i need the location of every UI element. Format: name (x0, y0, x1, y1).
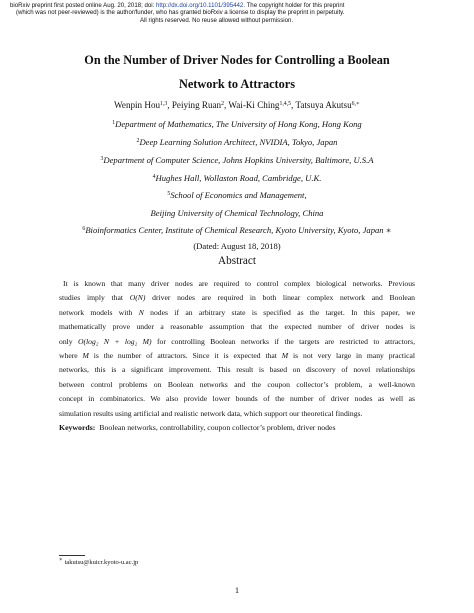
abstract-body (59, 277, 415, 421)
footnote-email-link[interactable]: takutsu@kuicr.kyoto-u.ac.jp (64, 559, 139, 566)
abstract-line: network models with N nodes if an arbitrary state is specified as the target. In this paper, we (59, 307, 415, 317)
affiliation: $^6$Bioinformatics Center, Institute of Chemical Research, Kyoto University, Kyoto, Japan ∗ (82, 225, 392, 235)
footnote-divider (59, 555, 85, 556)
affiliation: $^5$School of Economics and Management, (167, 190, 307, 200)
affiliation: $^3$Department of Computer Science, Johns Hopkins University, Baltimore, U.S.A (100, 155, 374, 165)
author-name: Peiying Ruan (171, 100, 222, 110)
abstract-line: simulation results using artificial and realistic network data, which support our theoretical findings. (59, 408, 363, 418)
preprint-notice-line-3: All rights reserved. No reuse allowed without permission. (140, 16, 294, 24)
author-list: Wenpin Hou$^{1,3}$, Peiying Ruan$^2$, Wai-Ki Ching$^{1,4,5}$, Tatsuya Akutsu$^{6,∗}$ (114, 100, 360, 110)
preprint-notice-line-2: (which was not peer-reviewed) is the author/funder, who has granted bioRxiv a license to display the preprint in perpetuity. (16, 9, 345, 17)
abstract-line: concept in combinatorics. We also provide lower bounds of the number of driver nodes as well as (59, 394, 415, 404)
doi-link[interactable]: http://dx.doi.org/10.1101/395442 (156, 2, 244, 9)
paper-title (40, 48, 434, 96)
abstract-line: between control problems on Boolean networks and the coupon collector’s problem, a well-known (59, 379, 415, 389)
keywords-line (59, 423, 336, 432)
author-name: Tatsuya Akutsu (295, 100, 352, 110)
affiliation-continued: Beijing University of Chemical Technology, China (150, 208, 324, 218)
footnote (59, 559, 138, 566)
preprint-notice (10, 2, 470, 24)
abstract-line: studies imply that O(N) driver nodes are required in both linear complex network and Boolean (59, 293, 416, 303)
abstract-heading: Abstract (218, 255, 256, 267)
affiliation: $^2$Deep Learning Solution Architect, NVIDIA, Tokyo, Japan (136, 137, 338, 147)
author-superscript: 1,3 (160, 101, 168, 107)
author-name: Wai-Ki Ching (228, 100, 280, 110)
author-name: Wenpin Hou (114, 100, 161, 110)
author-superscript: 2 (221, 101, 225, 107)
preprint-notice-line-1: bioRxiv preprint first posted online Aug. 20, 2018; doi: http://dx.doi.org/10.1101/395442. The copyright holder for this preprint (10, 2, 345, 9)
keywords-text: Boolean networks, controllability, coupon collector’s problem, driver nodes (99, 423, 336, 432)
footnote-marker: ∗ (59, 557, 63, 563)
paper-title-line-2: Network to Attractors (178, 77, 296, 91)
date-line: (Dated: August 18, 2018) (193, 241, 281, 251)
author-superscript: 1,4,5 (279, 101, 292, 107)
page-number: 1 (234, 585, 240, 595)
affiliation: $^4$Hughes Hall, Wollaston Road, Cambridge, U.K. (152, 173, 322, 183)
abstract-line: mathematically prove under a reasonable assumption that the expected number of driver nodes is (59, 322, 415, 332)
author-superscript: 6,∗ (351, 101, 360, 107)
abstract-line: networks, this is a significant improvement. This result is based on discovery of novel relationships (59, 365, 415, 375)
abstract-line: It is known that many driver nodes are required to control complex biological networks. Previous (63, 279, 415, 288)
abstract-line: only O(log₂ N + log₂ M) for controlling Boolean networks if the targets are restricted to attractors, (59, 336, 415, 346)
affiliation: $^1$Department of Mathematics, The University of Hong Kong, Hong Kong (112, 119, 362, 129)
keywords-label: Keywords: (59, 423, 96, 432)
paper-title-line-1: On the Number of Driver Nodes for Controlling a Boolean (84, 53, 390, 67)
abstract-line: where M is the number of attractors. Since it is expected that M is not very large in many practical (59, 351, 415, 361)
